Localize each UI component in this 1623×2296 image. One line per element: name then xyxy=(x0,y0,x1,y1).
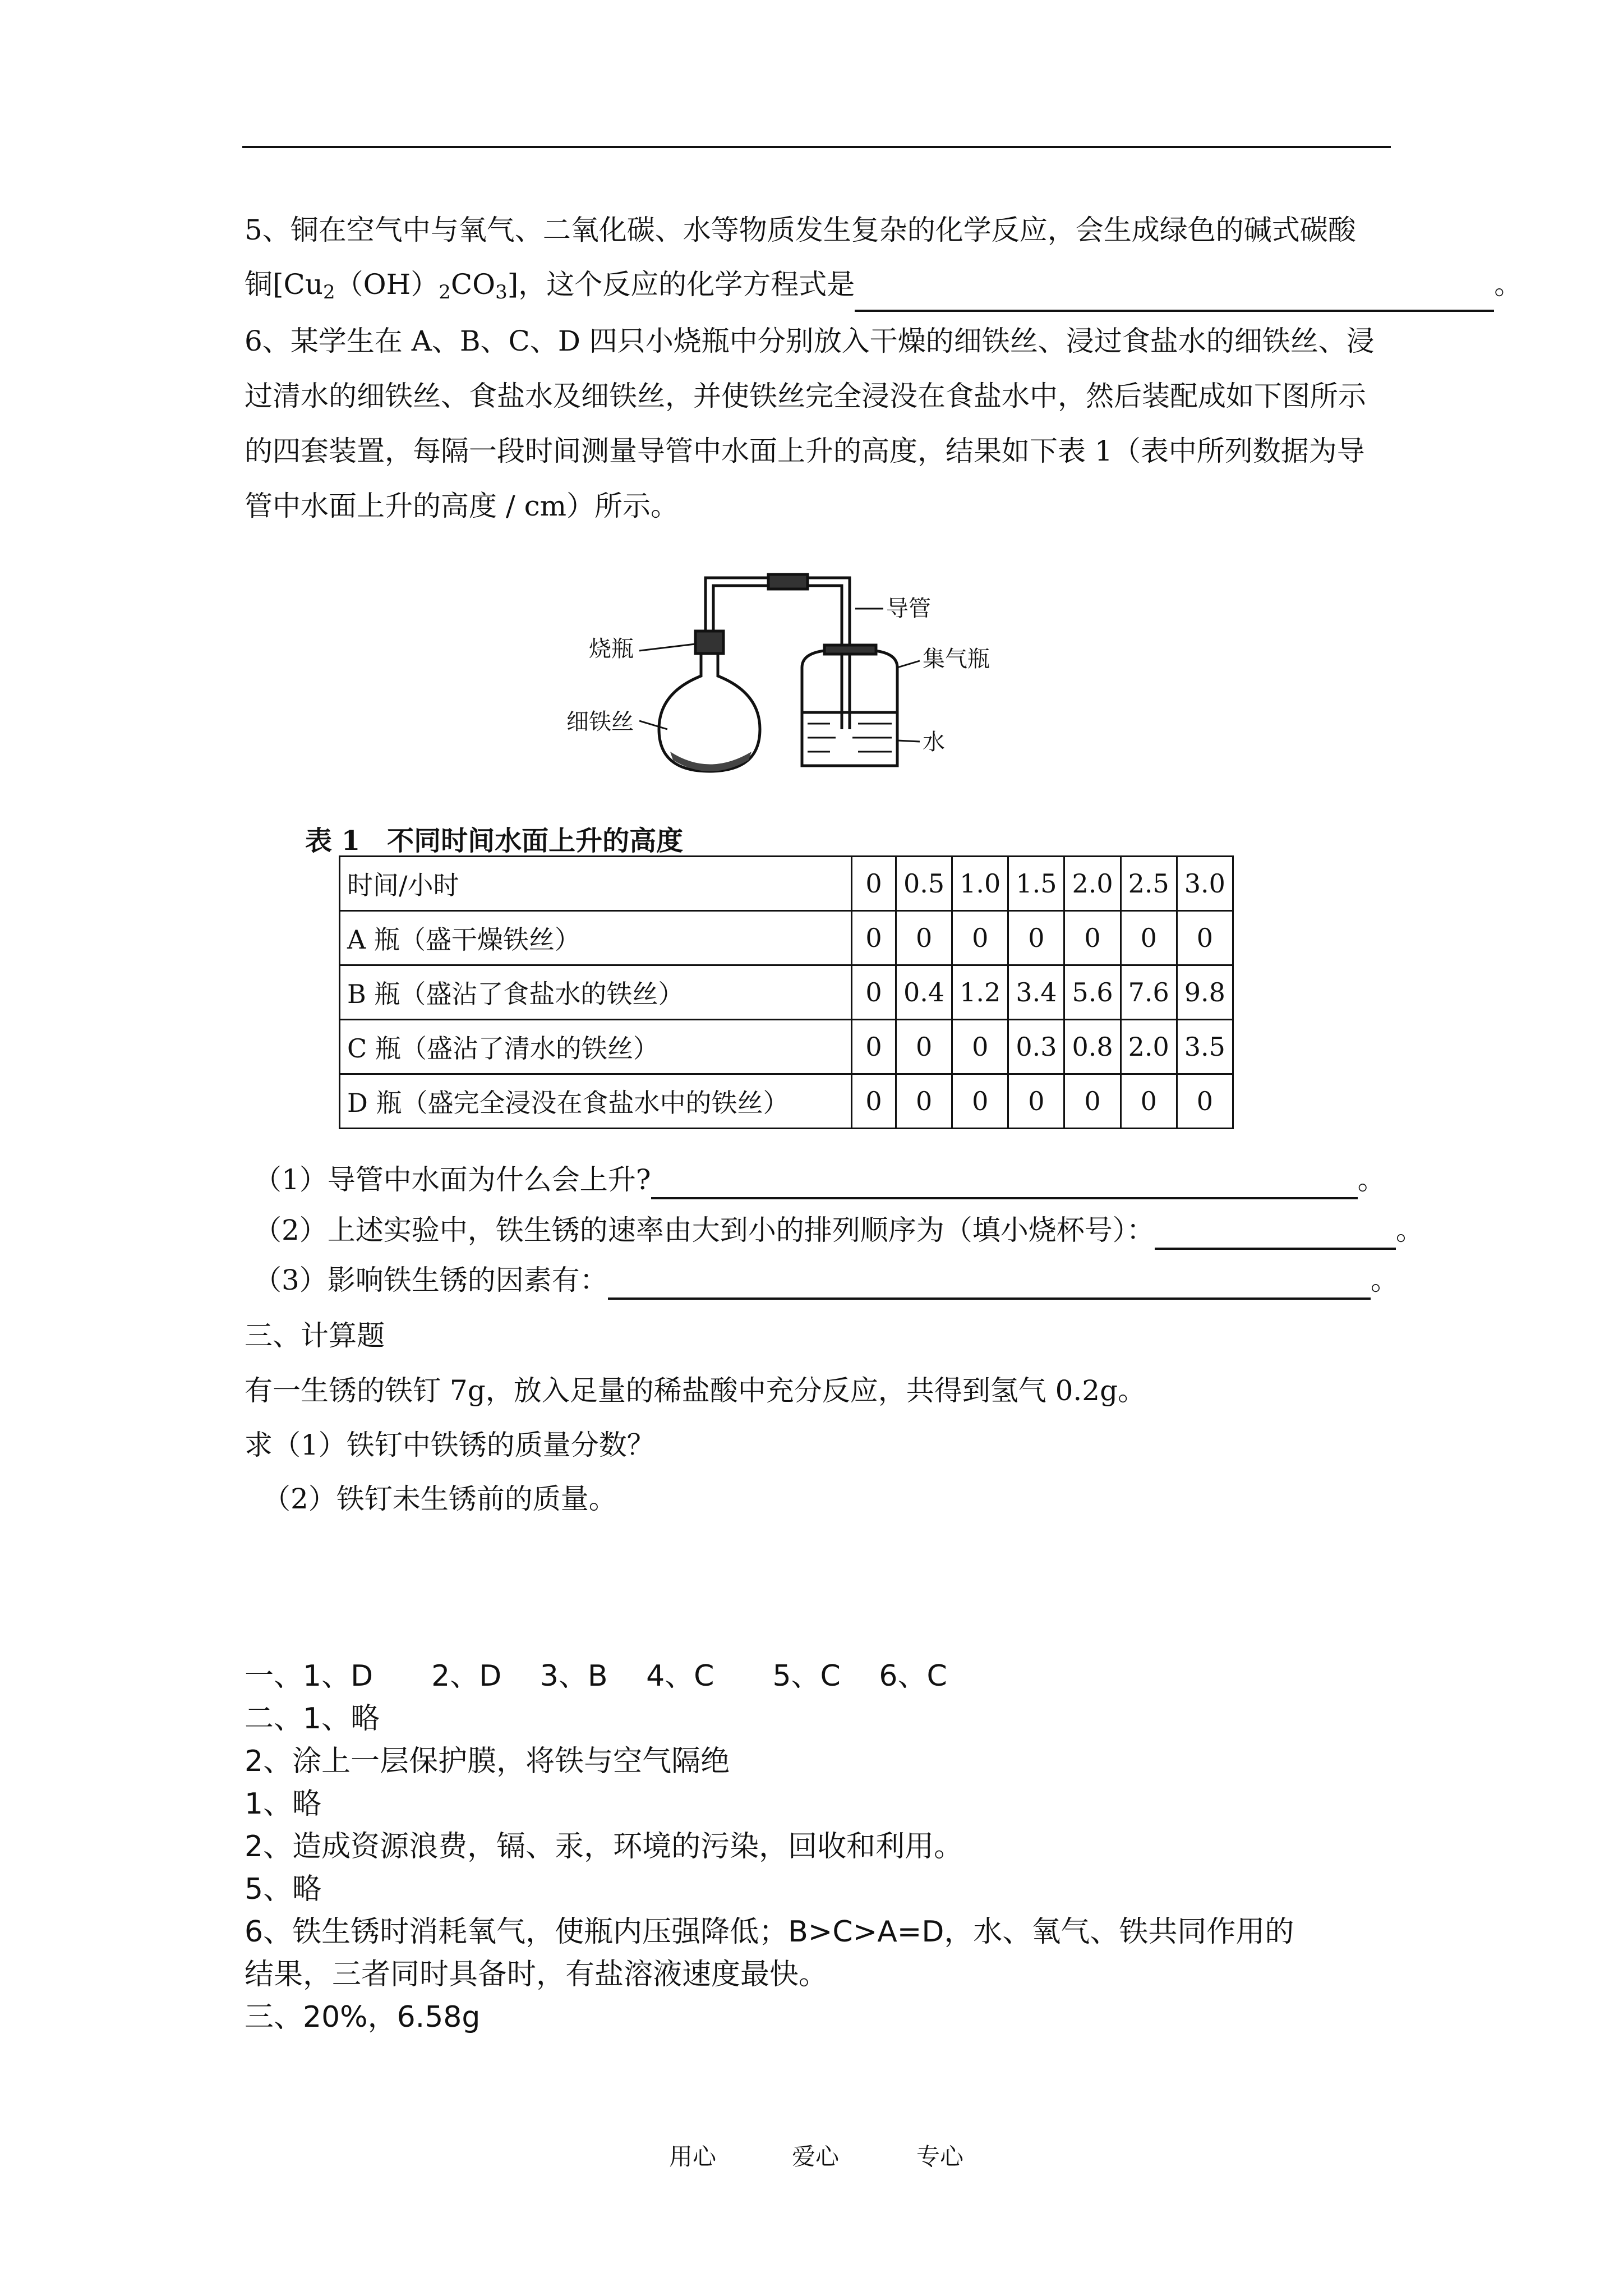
footer-text-1: 用心 xyxy=(669,2143,717,2170)
q6-line4: 管中水面上升的高度 / cm）所示。 xyxy=(245,490,679,522)
table-cell: 0 xyxy=(952,1074,1008,1129)
header-rule xyxy=(242,146,1391,148)
label-gas-jar: 集气瓶 xyxy=(923,646,990,672)
table-cell: 1.2 xyxy=(952,965,1008,1020)
rust-data-table xyxy=(339,855,1234,1129)
table-cell: 3.4 xyxy=(1008,965,1064,1020)
table-header-cell: 2.5 xyxy=(1121,857,1177,911)
answer-line: 三、20%，6.58g xyxy=(245,2000,481,2034)
jar-stopper xyxy=(824,645,876,654)
subq-3 xyxy=(253,1260,1399,1300)
table-cell: 0 xyxy=(952,1020,1008,1074)
subq-2-end: 。 xyxy=(1395,1214,1424,1246)
table-row xyxy=(340,1020,1233,1074)
table-header-cell: 0 xyxy=(852,857,896,911)
table-row xyxy=(340,1074,1233,1129)
tube-connector xyxy=(768,574,808,589)
section3-title: 三、计算题 xyxy=(245,1319,385,1352)
table-cell: B 瓶（盛沾了食盐水的铁丝） xyxy=(340,965,852,1020)
table-header-cell: 3.0 xyxy=(1177,857,1233,911)
table-cell: 0 xyxy=(896,911,952,965)
table-cell: 0.3 xyxy=(1008,1020,1064,1074)
q5-sub2: 2 xyxy=(439,281,451,303)
table-cell: 0 xyxy=(952,911,1008,965)
table-cell: 0 xyxy=(1008,1074,1064,1129)
q6-line1: 6、某学生在 A、B、C、D 四只小烧瓶中分别放入干燥的细铁丝、浸过食盐水的细铁丝、浸 xyxy=(245,325,1375,357)
table-header-cell: 2.0 xyxy=(1064,857,1121,911)
section3-line1: 有一生锈的铁钉 7g，放入足量的稀盐酸中充分反应，共得到氢气 0.2g。 xyxy=(245,1374,1146,1407)
subq-3-end: 。 xyxy=(1370,1264,1399,1296)
table-cell: 5.6 xyxy=(1064,965,1121,1020)
apparatus-figure xyxy=(561,561,1021,785)
table-header-cell: 1.0 xyxy=(952,857,1008,911)
q5-end: 。 xyxy=(1494,268,1523,301)
label-water: 水 xyxy=(923,729,945,755)
table-header-cell: 0.5 xyxy=(896,857,952,911)
label-tube: 导管 xyxy=(886,596,931,622)
answer-line: 6、铁生锈时消耗氧气，使瓶内压强降低；B>C>A=D，水、氧气、铁共同作用的 xyxy=(245,1915,1294,1949)
q5-line1: 5、铜在空气中与氧气、二氧化碳、水等物质发生复杂的化学反应，会生成绿色的碱式碳酸 xyxy=(245,214,1356,246)
table-header-cell: 时间/小时 xyxy=(340,857,852,911)
table-cell: 0 xyxy=(1008,911,1064,965)
subq-3-blank[interactable] xyxy=(608,1272,1371,1300)
table-cell: 0 xyxy=(1064,911,1121,965)
table-cell: 0 xyxy=(852,1020,896,1074)
table-row xyxy=(340,911,1233,965)
table-cell: 0 xyxy=(852,965,896,1020)
q5-text-c: CO xyxy=(450,268,496,301)
table-cell: 0 xyxy=(852,1074,896,1129)
subq-2 xyxy=(253,1211,1424,1250)
subq-2-text: （2）上述实验中，铁生锈的速率由大到小的排列顺序为（填小烧杯号）： xyxy=(253,1214,1155,1246)
q6-line2: 过清水的细铁丝、食盐水及细铁丝，并使铁丝完全浸没在食盐水中，然后装配成如下图所示 xyxy=(245,380,1366,412)
answer-line: 结果，三者同时具备时，有盐溶液速度最快。 xyxy=(245,1958,828,1991)
table-cell: 0 xyxy=(1064,1074,1121,1129)
footer-text-2: 爱心 xyxy=(792,2143,840,2170)
table-cell: 3.5 xyxy=(1177,1020,1233,1074)
subq-1-end: 。 xyxy=(1357,1163,1386,1196)
table-cell: 0 xyxy=(1121,911,1177,965)
table-cell: 7.6 xyxy=(1121,965,1177,1020)
table-cell: 9.8 xyxy=(1177,965,1233,1020)
table-caption: 表 1 不同时间水面上升的高度 xyxy=(305,825,684,857)
flask-body xyxy=(659,654,760,771)
table-cell: A 瓶（盛干燥铁丝） xyxy=(340,911,852,965)
answer-line: 一、1、D 2、D 3、B 4、C 5、C 6、C xyxy=(245,1659,947,1693)
table-header-row xyxy=(340,857,1233,911)
footer-text-3: 专心 xyxy=(916,2143,964,2170)
answer-line: 5、略 xyxy=(245,1872,322,1906)
section3-line2: 求（1）铁钉中铁锈的质量分数？ xyxy=(245,1429,655,1461)
table-cell: 2.0 xyxy=(1121,1020,1177,1074)
table-cell: 0 xyxy=(1177,1074,1233,1129)
q5-sub1: 2 xyxy=(322,281,335,303)
table-cell: 0.8 xyxy=(1064,1020,1121,1074)
table-cell: D 瓶（盛完全浸没在食盐水中的铁丝） xyxy=(340,1074,852,1129)
q6-line3: 的四套装置，每隔一段时间测量导管中水面上升的高度，结果如下表 1（表中所列数据为导 xyxy=(245,435,1365,467)
table-cell: 0.4 xyxy=(896,965,952,1020)
label-flask: 烧瓶 xyxy=(589,636,634,662)
table-row xyxy=(340,965,1233,1020)
table-cell: 0 xyxy=(1121,1074,1177,1129)
q5-answer-blank[interactable] xyxy=(855,284,1494,312)
answer-line: 二、1、略 xyxy=(245,1702,380,1736)
flask-stopper xyxy=(695,631,723,654)
q5-line2 xyxy=(245,265,1522,312)
answer-line: 2、涂上一层保护膜，将铁与空气隔绝 xyxy=(245,1745,730,1778)
table-cell: 0 xyxy=(1177,911,1233,965)
subq-1-blank[interactable] xyxy=(651,1171,1358,1199)
answer-line: 1、略 xyxy=(245,1787,322,1821)
answer-line: 2、造成资源浪费，镉、汞，环境的污染，回收和利用。 xyxy=(245,1830,963,1864)
q5-sub3: 3 xyxy=(495,281,508,303)
delivery-tube-inner xyxy=(713,586,842,729)
table-cell: 0 xyxy=(852,911,896,965)
table-cell: C 瓶（盛沾了清水的铁丝） xyxy=(340,1020,852,1074)
subq-3-text: （3）影响铁生锈的因素有： xyxy=(253,1264,608,1296)
label-iron-wire: 细铁丝 xyxy=(566,709,634,735)
subq-2-blank[interactable] xyxy=(1155,1222,1396,1250)
q5-text-a: 铜[Cu xyxy=(245,268,323,301)
q5-text-b: （OH） xyxy=(335,268,439,301)
section3-line3: （2）铁钉未生锈前的质量。 xyxy=(262,1483,617,1515)
subq-1 xyxy=(253,1160,1386,1199)
table-cell: 0 xyxy=(896,1020,952,1074)
q5-text-d: ]，这个反应的化学方程式是 xyxy=(507,268,855,301)
table-header-cell: 1.5 xyxy=(1008,857,1064,911)
subq-1-text: （1）导管中水面为什么会上升? xyxy=(253,1163,651,1196)
table-cell: 0 xyxy=(896,1074,952,1129)
